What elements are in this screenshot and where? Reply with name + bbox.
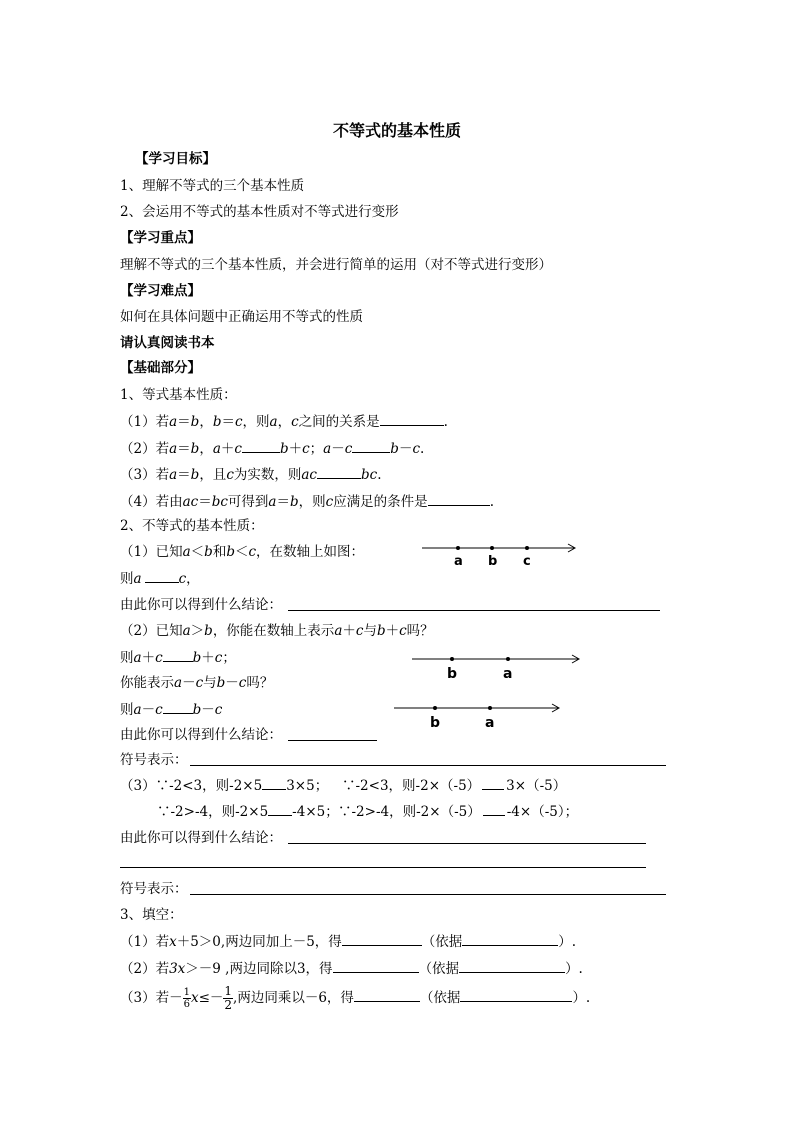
answer-blank[interactable] <box>242 439 280 453</box>
s2-q3b-1: ∵-2>-4，则-2×5 -4×5； <box>157 804 339 820</box>
basic-heading: 【基础部分】 <box>120 360 201 376</box>
s1-q2: （2）若a＝b，a＋c b＋c；a－c b－c. <box>120 441 425 457</box>
point-a <box>488 706 492 710</box>
answer-line[interactable] <box>288 610 660 611</box>
s3-q1: （1）若x＋5＞0,两边同加上－5，得 （依据 ）. <box>120 934 577 950</box>
read-book-note: 请认真阅读书本 <box>120 335 215 351</box>
s2-conclusion-3: 由此你可以得到什么结论： <box>120 830 282 846</box>
fraction-one-half: $\frac{1}{2}$ <box>224 984 233 1012</box>
point-label: c <box>523 554 531 569</box>
s2-q2: （2）已知a＞b，你能在数轴上表示a＋c与b＋c吗？ <box>120 623 434 639</box>
goal-item-2: 2、会运用不等式的基本性质对不等式进行变形 <box>120 204 399 220</box>
answer-blank[interactable] <box>462 932 558 946</box>
point-label: a <box>503 666 513 682</box>
answer-blank[interactable] <box>163 700 193 714</box>
answer-blank[interactable] <box>262 776 286 790</box>
answer-line[interactable] <box>190 765 666 766</box>
answer-blank[interactable] <box>483 802 505 816</box>
key-points-text: 理解不等式的三个基本性质，并会进行简单的运用（对不等式进行变形） <box>120 257 552 273</box>
number-line-3 <box>392 700 566 734</box>
s2-q3b-2: ∵-2>-4，则-2×（-5） -4×（-5）； <box>338 804 579 820</box>
fraction-one-sixth: $\frac{1}{6}$ <box>183 987 190 1010</box>
answer-blank[interactable] <box>163 648 193 662</box>
s2-symbol-1: 符号表示： <box>120 752 188 768</box>
s1-q1: （1）若a＝b，b＝c，则a，c之间的关系是 . <box>120 414 448 430</box>
key-points-heading: 【学习重点】 <box>120 230 201 246</box>
point-b <box>490 546 494 550</box>
answer-blank[interactable] <box>268 802 292 816</box>
s3-heading: 3、填空： <box>120 907 183 923</box>
number-line-1 <box>420 538 582 572</box>
point-label: b <box>447 666 458 682</box>
s2-q1-then: 则a c， <box>120 571 200 587</box>
s2-heading: 2、不等式的基本性质： <box>120 518 264 534</box>
page-title: 不等式的基本性质 <box>332 121 461 140</box>
answer-blank[interactable] <box>342 932 422 946</box>
s1-q3: （3）若a＝b，且c为实数，则ac bc. <box>120 467 382 483</box>
answer-line[interactable] <box>120 867 646 868</box>
point-a <box>506 657 510 661</box>
s2-q2-then: 则a＋c b＋c； <box>120 650 236 666</box>
s1-heading: 1、等式基本性质： <box>120 387 237 403</box>
s2-q2-then2: 则a－c b－c <box>120 702 223 718</box>
goals-heading: 【学习目标】 <box>135 151 216 167</box>
point-label: b <box>488 554 498 569</box>
point-label: b <box>430 715 441 731</box>
point-a <box>456 546 460 550</box>
answer-blank[interactable] <box>380 412 444 426</box>
point-b <box>433 706 437 710</box>
s2-conclusion-1: 由此你可以得到什么结论： <box>120 597 282 613</box>
number-line-2 <box>410 650 586 684</box>
answer-blank[interactable] <box>317 465 361 479</box>
answer-line[interactable] <box>190 894 666 895</box>
s2-symbol-2: 符号表示： <box>120 881 188 897</box>
answer-blank[interactable] <box>352 439 390 453</box>
s3-q3: （3）若－ $\frac{1}{6}$ x≤－ $\frac{1}{2}$ ,两边同乘以－6，得 （依据 ）. <box>120 984 591 1012</box>
point-label: a <box>454 554 463 569</box>
s2-q3a-2: ∵-2<3，则-2×（-5） 3×（-5） <box>342 778 567 794</box>
answer-blank[interactable] <box>459 959 565 973</box>
answer-blank[interactable] <box>460 988 572 1002</box>
s3-q2: （2）若3x＞－9 ,两边同除以3，得 （依据 ）. <box>120 961 583 977</box>
answer-blank[interactable] <box>428 492 490 506</box>
answer-blank[interactable] <box>354 988 420 1002</box>
point-b <box>450 657 454 661</box>
difficulty-text: 如何在具体问题中正确运用不等式的性质 <box>120 309 363 325</box>
s1-q4: （4）若由ac＝bc可得到a＝b，则c应满足的条件是 . <box>120 494 494 510</box>
s2-conclusion-2: 由此你可以得到什么结论： <box>120 727 282 743</box>
s2-q1: （1）已知a＜b和b＜c，在数轴上如图： <box>120 544 365 560</box>
answer-blank[interactable] <box>145 569 179 583</box>
s2-q2-ask: 你能表示a－c与b－c吗？ <box>120 675 274 691</box>
answer-blank[interactable] <box>482 776 504 790</box>
answer-blank[interactable] <box>333 959 419 973</box>
point-label: a <box>485 715 495 731</box>
answer-line[interactable] <box>288 843 646 844</box>
answer-line[interactable] <box>288 740 377 741</box>
difficulty-heading: 【学习难点】 <box>120 283 201 299</box>
s2-q3a-1: （3）∵-2<3，则-2×5 3×5； <box>120 778 329 794</box>
point-c <box>525 546 529 550</box>
goal-item-1: 1、理解不等式的三个基本性质 <box>120 178 305 194</box>
